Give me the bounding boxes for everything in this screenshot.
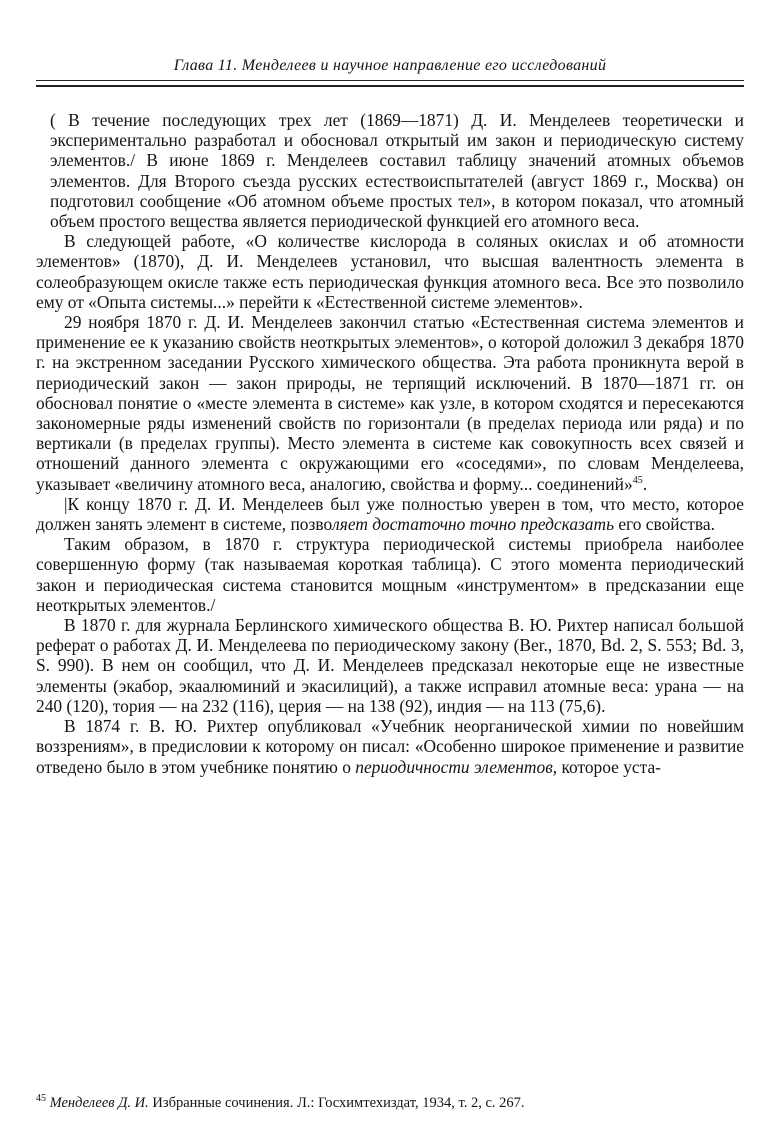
paragraph-4-start: |К концу 1870 г. Д. И. Менделеев был уже полностью уверен в том, что место, которое должен занять элемент в системе, позво	[36, 493, 744, 535]
paragraph-4	[36, 494, 744, 534]
paragraph-5: Таким образом, в 1870 г. структура периодической системы приобрела наиболее совершенную форму (так называемая короткая таблица). С этого момента периодический закон и периодическая система становится мощным «инструментом» в предсказании еще неоткрытых элементов./	[36, 534, 744, 615]
paragraph-4-end: его свойства.	[613, 514, 715, 535]
paragraph-7-italic: периодичности элементов	[355, 756, 553, 777]
paragraph-7	[36, 716, 744, 777]
paragraph-3-end: .	[642, 473, 648, 494]
footnote-ref-45: 45	[632, 474, 643, 486]
paragraph-7-end: , которое уста-	[552, 756, 661, 777]
paragraph-1: ( В течение последующих трех лет (1869—1871) Д. И. Менделеев теоретически и экспериментально разработал и обосновал открытый им закон и периодическую систему элементов./ В июне 1869 г. Менделеев составил таблицу значений атомных объемов элементов. Для Второго съезда русских естествоиспытателей (август 1869 г., Москва) он подготовил сообщение «Об атомном объеме простых тел», в котором показал, что атомный объем простого вещества является периодической функцией его атомного веса.	[50, 110, 744, 232]
footnote-number: 45	[36, 1093, 46, 1105]
paragraph-2: В следующей работе, «О количестве кислорода в соляных окислах и об атомности элементов» (1870), Д. И. Менделеев установил, что высшая валентность элемента в солеобразующем окисле также есть периодическая функция атомного веса. Все это позволило ему от «Опыта системы...» перейти к «Естественной системе элементов».	[36, 231, 744, 312]
footnote-author: Менделеев Д. И.	[49, 1095, 149, 1111]
running-header: Глава 11. Менделеев и научное направление его исследований	[173, 57, 607, 74]
footnote-text: Избранные сочинения. Л.: Госхимтехиздат, 1934, т. 2, с. 267.	[148, 1095, 525, 1111]
paragraph-4-italic: ляет достаточно точно предсказать	[332, 514, 614, 535]
header-rule-thin	[36, 80, 744, 81]
header-rule-thick	[36, 85, 744, 87]
paragraph-6: В 1870 г. для журнала Берлинского химического общества В. Ю. Рихтер написал большой реферат о работах Д. И. Менделеева по периодическому закону (Ber., 1870, Bd. 2, S. 553; Bd. 3, S. 990). В нем он сообщил, что Д. И. Менделеев предсказал некоторые еще не известные элементы (экабор, экаалюминий и экасилиций), а также исправил атомные веса: урана — на 240 (120), тория — на 232 (116), церия — на 138 (92), индия — на 113 (75,6).	[36, 615, 744, 716]
paragraph-3	[36, 312, 744, 494]
footnote	[36, 1094, 744, 1112]
paragraph-7-start: В 1874 г. В. Ю. Рихтер опубликовал «Учебник неорганической химии по новейшим воззрениям», в предисловии к которому он писал: «Особенно широкое применение и развитие отведено было в этом учебнике понятию о	[36, 716, 744, 777]
paragraph-3-text: 29 ноября 1870 г. Д. И. Менделеев закончил статью «Естественная система элементов и применение ее к указанию свойств неоткрытых элементов», о которой доложил 3 декабря 1870 г. на экстренном заседании Русского химического общества. Эта работа проникнута верой в периодический закон — закон природы, не терпящий исключений. В 1870—1871 гг. он обосновал понятие о «месте элемента в системе» как узле, в котором сходятся и пересекаются закономерные ряды изменений свойств по горизонтали (в пределах периода или ряда) и по вертикали (в пределах группы). Место элемента в системе как совокупность всех связей и отношений данного элемента с окружающими его «соседями», по словам Менделеева, указывает «величину атомного веса, аналогию, свойства и форму... соединений»	[36, 312, 744, 494]
main-text	[36, 110, 744, 777]
